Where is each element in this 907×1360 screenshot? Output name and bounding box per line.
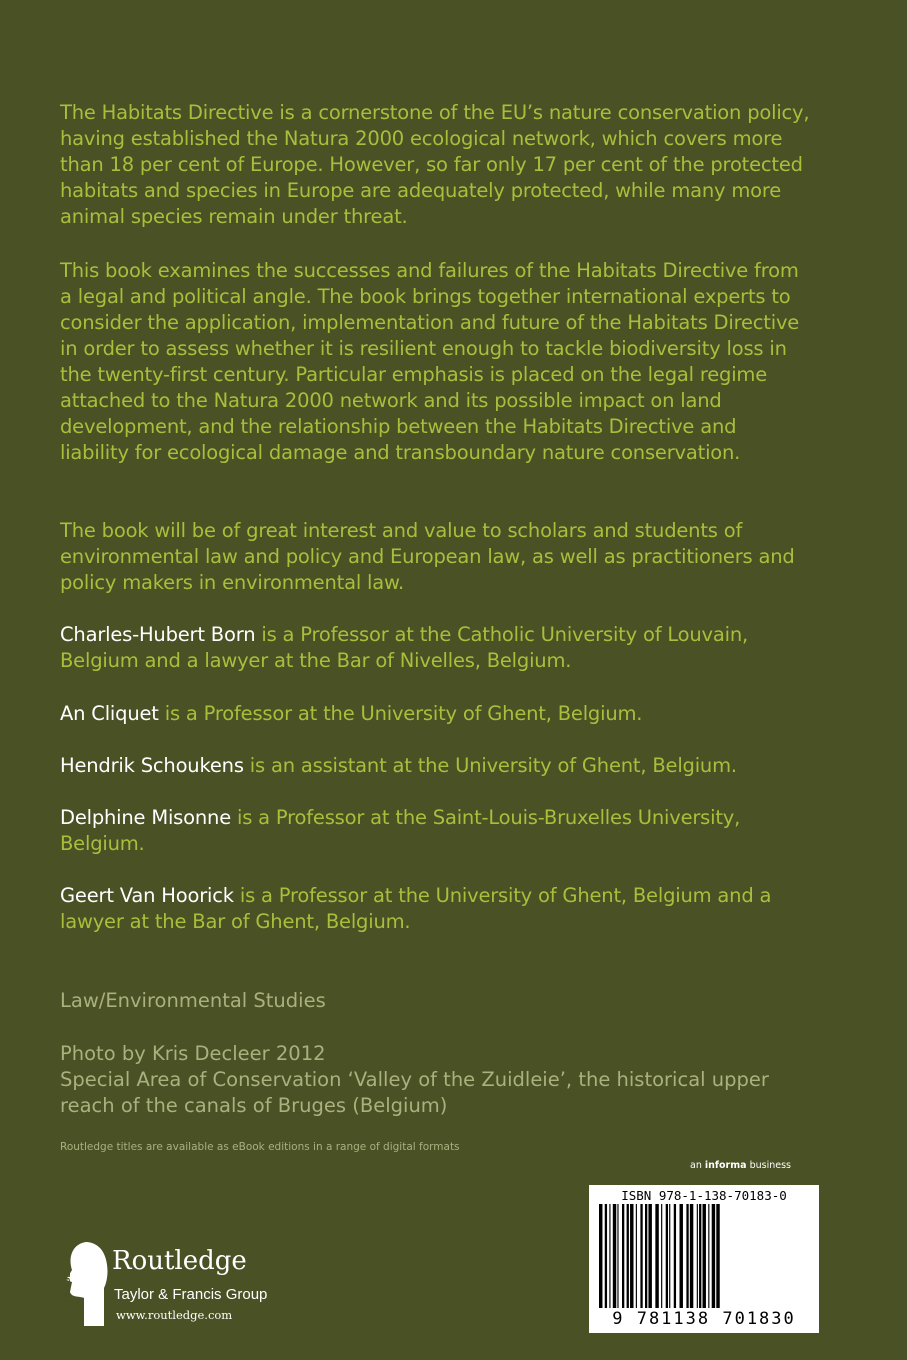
author-name: Geert Van Hoorick — [60, 884, 234, 907]
barcode-bar — [645, 1204, 647, 1308]
isbn-digits: 9 781138 701830 — [612, 1309, 796, 1329]
barcode-bar — [630, 1204, 633, 1308]
barcode-bar — [686, 1204, 688, 1308]
barcode-bar — [669, 1204, 670, 1308]
barcode-bar — [636, 1204, 637, 1308]
barcode-bar — [605, 1204, 607, 1308]
barcode-bar — [599, 1204, 602, 1308]
routledge-head-icon — [60, 1240, 108, 1330]
author-bio-van-hoorick — [60, 883, 810, 935]
publisher-url: www.routledge.com — [116, 1308, 233, 1322]
author-bio-born — [60, 622, 810, 674]
author-bio: is a Professor at the University of Ghent, Belgium. — [158, 702, 643, 725]
barcode-bars — [597, 1204, 811, 1308]
barcode-bar — [699, 1204, 701, 1308]
informa-brand: informa — [704, 1160, 747, 1171]
isbn-barcode — [589, 1185, 819, 1333]
author-bio-schoukens — [60, 753, 810, 779]
description-paragraph-2: This book examines the successes and failures of the Habitats Directive from a legal and political angle. The book brings together international experts to consider the application, implementation and future of the Habitats Directive in order to assess whether it is resilient enough to tackle biodiversity loss in the twenty-first century. Particular emphasis is placed on the legal regime attached to the Natura 2000 network and its possible impact on land development, and the relationship between the Habitats Directive and liability for ecological damage and transboundary nature conservation. — [60, 259, 800, 464]
author-name: An Cliquet — [60, 702, 159, 725]
barcode-bar — [655, 1204, 658, 1308]
author-bio: is a Professor at the University of Ghent, Belgium and a lawyer at the Bar of Ghent, Belgium. — [60, 884, 772, 933]
ebook-note: Routledge titles are available as eBook editions in a range of digital formats — [60, 1141, 460, 1153]
author-bio-misonne — [60, 805, 810, 857]
publisher-group: Taylor & Francis Group — [114, 1286, 268, 1303]
barcode-bar — [661, 1204, 662, 1308]
barcode-bar — [627, 1204, 629, 1308]
author-bio: is an assistant at the University of Ghent, Belgium. — [243, 754, 737, 777]
barcode-bar — [609, 1204, 610, 1308]
barcode-bar — [617, 1204, 618, 1308]
isbn-label: ISBN 978-1-138-70183-0 — [621, 1188, 787, 1203]
publisher-name: Routledge — [112, 1246, 247, 1276]
photo-caption: Special Area of Conservation ‘Valley of the Zuidleie’, the historical upper reach of the canals of Bruges (Belgium) — [60, 1068, 769, 1117]
logo-vertical-wordmark: ROUTLEDGE — [62, 1271, 72, 1328]
barcode-bar — [680, 1204, 683, 1308]
barcode-bar — [690, 1204, 693, 1308]
routledge-logo — [60, 1240, 320, 1330]
photo-credit: Photo by Kris Decleer 2012 — [60, 1042, 326, 1065]
subject-category: Law/Environmental Studies — [60, 989, 326, 1012]
audience-paragraph: The book will be of great interest and value to scholars and students of environmental law and policy and European law, as well as practitioners and policy makers in environmental law. — [60, 519, 795, 594]
author-bio: is a Professor at the Catholic University of Louvain, Belgium and a lawyer at the Bar of Nivelles, Belgium. — [60, 623, 749, 672]
barcode-bar — [640, 1204, 642, 1308]
barcode-bar — [697, 1204, 698, 1308]
barcode-bar — [666, 1204, 668, 1308]
barcode-bar — [674, 1204, 676, 1308]
author-name: Hendrik Schoukens — [60, 754, 244, 777]
author-bio-cliquet — [60, 701, 810, 727]
author-name: Charles-Hubert Born — [60, 623, 256, 646]
barcode-bar — [712, 1204, 715, 1308]
barcode-bar — [648, 1204, 651, 1308]
barcode-bar — [613, 1204, 616, 1308]
barcode-bar — [622, 1204, 624, 1308]
description-paragraph-1: The Habitats Directive is a cornerstone of the EU’s nature conservation policy, having established the Natura 2000 ecological network, which covers more than 18 per cent of Europe. However, so far only 17 per cent of the protected habitats and species in Europe are adequately protected, while many more animal species remain under threat. — [60, 101, 810, 228]
barcode-bar — [716, 1204, 719, 1308]
author-name: Delphine Misonne — [60, 806, 231, 829]
author-bio: is a Professor at the Saint-Louis-Bruxelles University, Belgium. — [60, 806, 741, 855]
barcode-bar — [703, 1204, 706, 1308]
barcode-bar — [708, 1204, 709, 1308]
informa-business-tag: an informa business — [690, 1160, 791, 1171]
